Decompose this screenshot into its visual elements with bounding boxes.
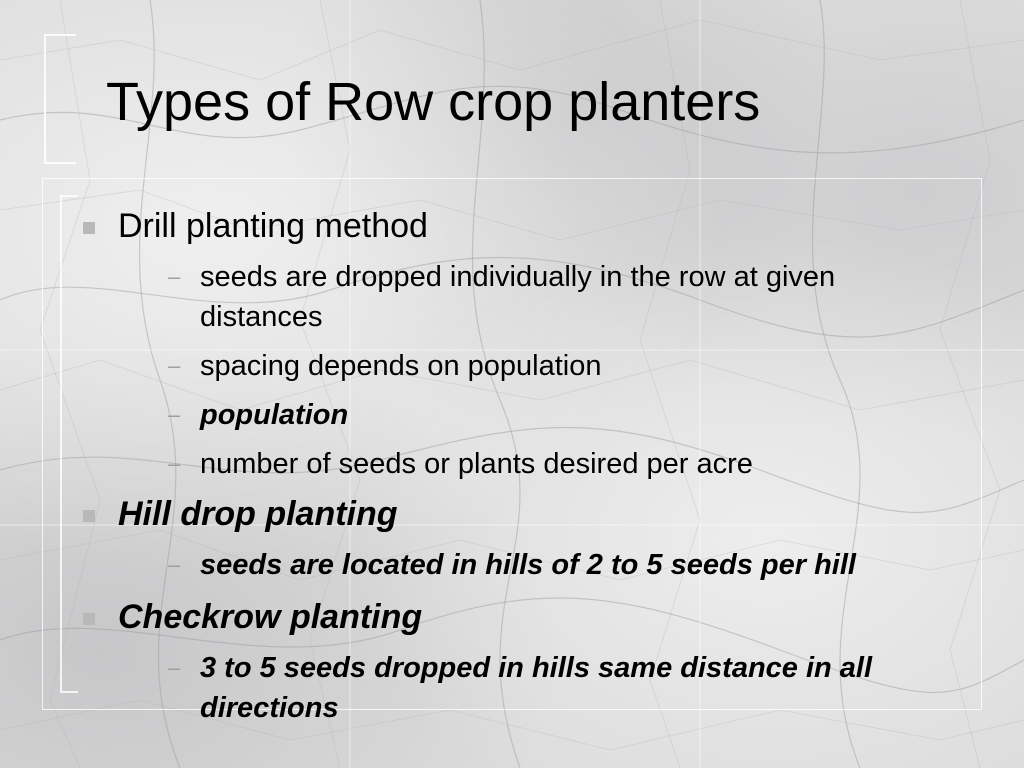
dash-bullet-icon: – xyxy=(168,655,181,680)
sub-bullet xyxy=(118,545,930,585)
dash-bullet-icon: – xyxy=(168,353,181,378)
sub-bullet xyxy=(118,395,930,435)
bullet-drill-planting xyxy=(80,204,930,484)
sub-bullet-text: seeds are located in hills of 2 to 5 seeds per hill xyxy=(200,549,856,581)
bullet-hill-drop-planting xyxy=(80,492,930,585)
square-bullet-icon xyxy=(83,222,95,234)
sub-bullet-text: number of seeds or plants desired per acre xyxy=(200,448,753,480)
bullet-text: Drill planting method xyxy=(118,207,428,245)
bullet-text: Hill drop planting xyxy=(118,495,398,533)
sub-bullet-text: spacing depends on population xyxy=(200,350,602,382)
slide-bullet-list xyxy=(80,204,930,728)
sub-bullet-text: seeds are dropped individually in the row at given distances xyxy=(200,261,836,333)
sub-bullet-list xyxy=(118,257,930,484)
sub-bullet xyxy=(118,257,930,337)
bullet-checkrow-planting xyxy=(80,595,930,728)
sub-bullet-text: 3 to 5 seeds dropped in hills same distance in all directions xyxy=(200,652,873,724)
slide-title: Types of Row crop planters xyxy=(106,72,761,132)
body-inner-frame-decoration xyxy=(60,195,78,693)
dash-bullet-icon: – xyxy=(168,264,181,289)
dash-bullet-icon: – xyxy=(168,402,181,427)
bullet-text: Checkrow planting xyxy=(118,598,423,636)
sub-bullet xyxy=(118,444,930,484)
sub-bullet-list xyxy=(118,648,930,728)
square-bullet-icon xyxy=(83,510,95,522)
sub-bullet-text: population xyxy=(200,399,349,431)
sub-bullet xyxy=(118,346,930,386)
dash-bullet-icon: – xyxy=(168,552,181,577)
dash-bullet-icon: – xyxy=(168,451,181,476)
title-frame-decoration xyxy=(44,34,76,164)
square-bullet-icon xyxy=(83,613,95,625)
sub-bullet-list xyxy=(118,545,930,585)
sub-bullet xyxy=(118,648,930,728)
